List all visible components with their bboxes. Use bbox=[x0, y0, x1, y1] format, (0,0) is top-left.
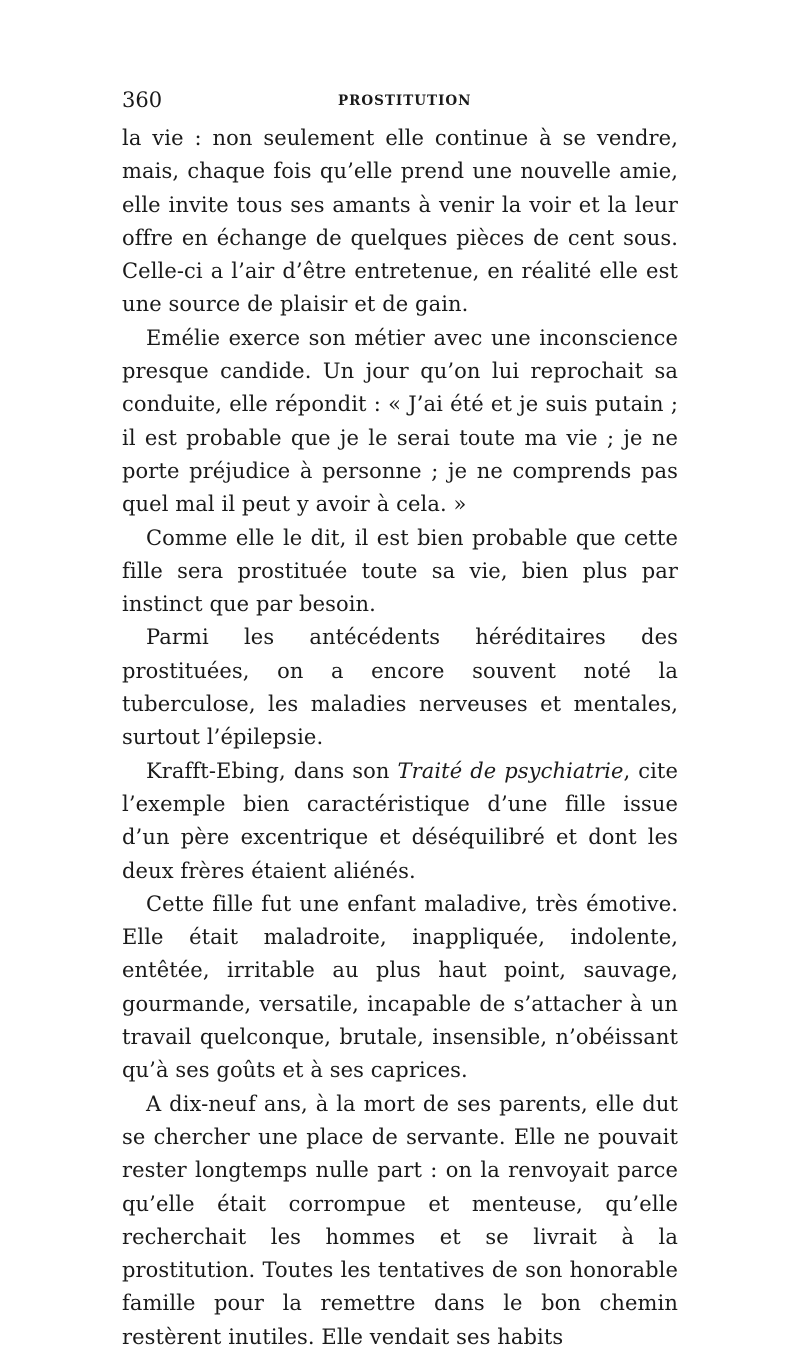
paragraph: Parmi les antécédents héréditaires des prostituées, on a encore souvent noté la tuberculose, les maladies nerveuses et mentales, surtout l’épilepsie. bbox=[122, 625, 678, 750]
paragraph-text: Krafft-Ebing, dans son bbox=[146, 758, 398, 783]
paragraph-text: , cite l’exemple bien caractéristique d’une fille issue d’un père excentrique et déséquilibré et dont les deux frères étaient aliénés. bbox=[122, 758, 678, 883]
paragraph: A dix-neuf ans, à la mort de ses parents, elle dut se chercher une place de servante. Elle ne pouvait rester longtemps nulle part : on la renvoyait parce qu’elle était corrompue et menteuse, qu’elle recherchait les hommes et se livrait à la prostitution. Toutes les tentatives de son honorable famille pour la remettre dans le bon chemin restèrent inutiles. Elle vendait ses habits bbox=[122, 1091, 678, 1349]
paragraph-with-citation bbox=[122, 755, 678, 888]
paragraph: Cette fille fut une enfant maladive, très émotive. Elle était maladroite, inappliquée, indolente, entêtée, irritable au plus haut point, sauvage, gourmande, versatile, incapable de s’attacher à un travail quelconque, brutale, insensible, n’obéissant qu’à ses goûts et à ses caprices. bbox=[122, 891, 678, 1083]
book-title-italic: Traité de psychiatrie bbox=[397, 758, 624, 783]
body-text bbox=[122, 122, 678, 1354]
paragraph: Emélie exerce son métier avec une inconscience presque candide. Un jour qu’on lui reprochait sa conduite, elle répondit : « J’ai été et je suis putain ; il est probable que je le serai toute ma vie ; je ne porte préjudice à personne ; je ne comprends pas quel mal il peut y avoir à cela. » bbox=[122, 325, 678, 517]
paragraph: la vie : non seulement elle continue à se vendre, mais, chaque fois qu’elle prend une nouvelle amie, elle invite tous ses amants à venir la voir et la leur offre en échange de quelques pièces de cent sous. Celle-ci a l’air d’être entretenue, en réalité elle est une source de plaisir et de gain. bbox=[122, 126, 678, 317]
paragraph: Comme elle le dit, il est bien probable que cette fille sera prostituée toute sa vie, bien plus par instinct que par besoin. bbox=[122, 525, 678, 617]
page-number: 360 bbox=[122, 88, 163, 112]
book-page bbox=[122, 88, 678, 1354]
running-head bbox=[122, 88, 678, 122]
running-title: PROSTITUTION bbox=[338, 93, 472, 109]
